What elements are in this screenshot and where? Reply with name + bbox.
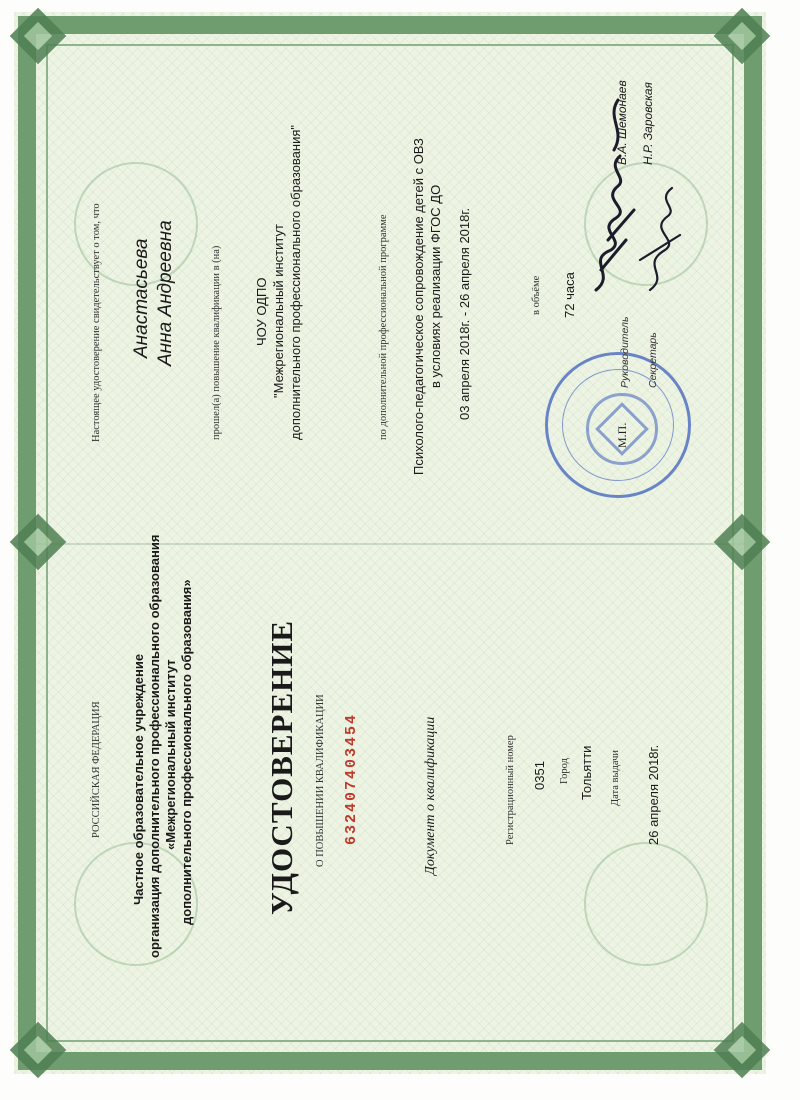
- city-label: Город: [559, 758, 570, 784]
- volume-hours: 72 часа: [562, 272, 577, 318]
- program-dates: 03 апреля 2018г. - 26 апреля 2018г.: [457, 207, 472, 420]
- secretary-name: Н.Р. Заровская: [641, 82, 655, 165]
- secretary-signature: [620, 180, 700, 300]
- program-line-1: Психолого-педагогическое сопровождение детей с ОВЗ: [411, 138, 426, 475]
- org-line-1: Частное образовательное учреждение: [131, 653, 146, 905]
- institution-line-1: ЧОУ ОДПО: [254, 277, 269, 346]
- issue-date: 26 апреля 2018г.: [646, 744, 661, 845]
- certificate-title: УДОСТОВЕРЕНИЕ: [264, 619, 299, 915]
- registration-number: 0351: [532, 761, 547, 790]
- passed-training-text: прошел(а) повышение квалификации в (на): [211, 245, 222, 440]
- intro-text: Настоящее удостоверение свидетельствует о том, что: [91, 203, 102, 442]
- institution-line-2: "Межрегиональный институт: [271, 224, 286, 398]
- issue-date-label: Дата выдачи: [610, 749, 621, 806]
- holder-surname: Анастасьева: [131, 238, 152, 358]
- city-value: Тольятти: [579, 745, 594, 800]
- seal-place-label: М.П.: [615, 422, 629, 448]
- country-label: РОССИЙСКАЯ ФЕДЕРАЦИЯ: [91, 701, 102, 838]
- program-intro: по дополнительной профессиональной программе: [378, 214, 389, 440]
- certificate-subtitle: О ПОВЫШЕНИИ КВАЛИФИКАЦИИ: [315, 694, 326, 867]
- program-line-2: в условиях реализации ФГОС ДО: [428, 184, 443, 388]
- holder-given-names: Анна Андреевна: [155, 220, 176, 366]
- center-fold: [14, 543, 766, 545]
- serial-number: 632407403454: [343, 712, 360, 845]
- director-name: В.А. Шемонаев: [615, 80, 629, 165]
- institution-line-3: дополнительного профессионального образования": [288, 124, 303, 440]
- director-label: Руководитель: [619, 316, 631, 388]
- org-line-3: «Межрегиональный институт: [163, 659, 178, 850]
- org-line-2: организация дополнительного профессионального образования: [147, 534, 162, 958]
- volume-label: в объёме: [531, 275, 542, 315]
- document-type: Документ о квалификации: [423, 716, 438, 875]
- org-line-4: дополнительного профессионального образования»: [179, 579, 194, 925]
- guilloche-rosette: [584, 842, 708, 966]
- registration-label: Регистрационный номер: [505, 735, 516, 845]
- secretary-label: Секретарь: [647, 332, 659, 388]
